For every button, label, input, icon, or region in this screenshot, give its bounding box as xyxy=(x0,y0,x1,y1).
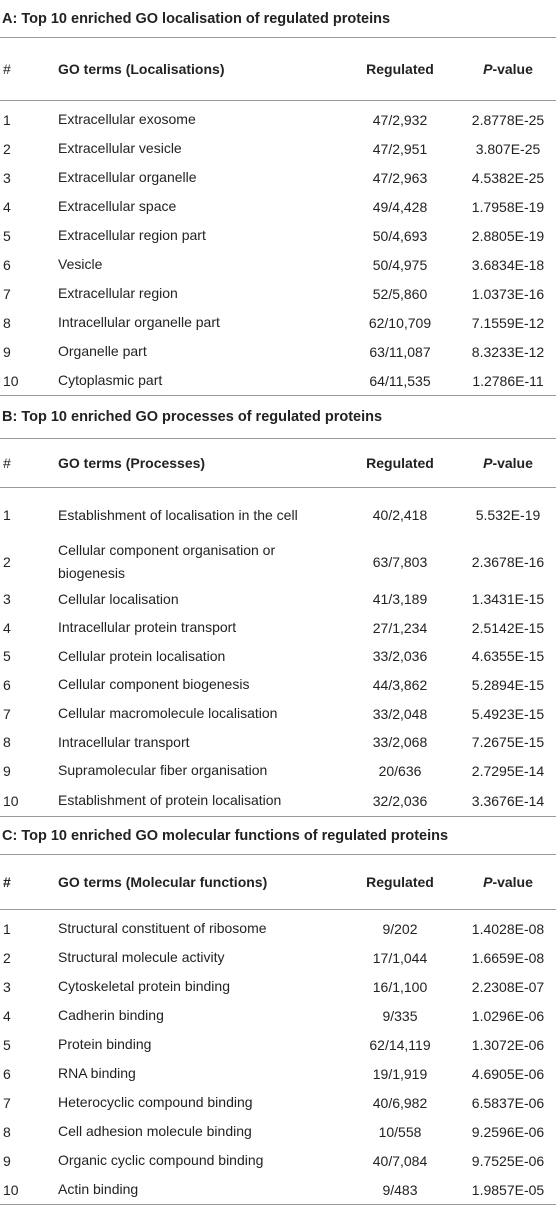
p-value: 3.807E-25 xyxy=(475,140,541,157)
section-title: B: Top 10 enriched GO processes of regulated proteins xyxy=(0,396,556,439)
p-value: 1.4028E-08 xyxy=(471,920,545,937)
table-row xyxy=(0,337,556,366)
row-number: 6 xyxy=(3,1065,11,1082)
table-row xyxy=(0,1117,556,1146)
go-term: Extracellular organelle xyxy=(58,169,197,185)
go-term: Extracellular exosome xyxy=(58,111,196,127)
table-header xyxy=(0,38,556,101)
table-row xyxy=(0,670,556,699)
go-term: Supramolecular fiber organisation xyxy=(58,762,268,778)
row-number: 2 xyxy=(3,949,11,966)
table-row xyxy=(0,279,556,308)
table-row xyxy=(0,1059,556,1088)
go-term: Extracellular region part xyxy=(58,227,206,243)
table-body xyxy=(0,101,556,396)
table-row xyxy=(0,1088,556,1117)
p-value: 4.5382E-25 xyxy=(471,169,545,186)
row-number: 10 xyxy=(3,792,19,809)
regulated-count: 64/11,535 xyxy=(369,372,431,389)
p-value: 9.7525E-06 xyxy=(471,1152,545,1169)
p-value: 5.4923E-15 xyxy=(471,705,545,722)
go-term: Cellular macromolecule localisation xyxy=(58,705,278,721)
row-number: 1 xyxy=(3,111,11,128)
p-value: 2.8778E-25 xyxy=(471,111,545,128)
p-value: 3.6834E-18 xyxy=(471,256,545,273)
go-term: Extracellular region xyxy=(58,285,178,301)
table-row xyxy=(0,221,556,250)
p-value: 1.0373E-16 xyxy=(471,285,545,302)
p-value: 9.2596E-06 xyxy=(471,1123,545,1140)
header-pvalue: P-value xyxy=(483,455,533,471)
go-term: Cellular localisation xyxy=(58,590,179,607)
regulated-count: 9/483 xyxy=(382,1181,418,1198)
row-number: 7 xyxy=(3,285,11,302)
p-value: 2.5142E-15 xyxy=(471,619,545,636)
go-term: Protein binding xyxy=(58,1036,152,1052)
table-row xyxy=(0,914,556,943)
header-term: GO terms (Molecular functions) xyxy=(58,873,268,890)
header-regulated: Regulated xyxy=(366,874,434,890)
regulated-count: 33/2,048 xyxy=(372,705,428,722)
row-number: 2 xyxy=(3,140,11,157)
p-value: 2.3678E-16 xyxy=(471,553,545,570)
regulated-count: 40/7,084 xyxy=(372,1152,428,1169)
table-row xyxy=(0,1175,556,1204)
section-title: C: Top 10 enriched GO molecular functions of regulated proteins xyxy=(0,817,556,855)
go-term: Intracellular protein transport xyxy=(58,619,237,635)
row-number: 2 xyxy=(3,553,11,570)
go-term: Cell adhesion molecule binding xyxy=(58,1123,252,1139)
table-row xyxy=(0,105,556,134)
row-number: 3 xyxy=(3,169,11,186)
regulated-count: 16/1,100 xyxy=(372,978,428,995)
row-number: 5 xyxy=(3,1036,11,1053)
p-value: 7.2675E-15 xyxy=(471,734,545,750)
p-value: 7.1559E-12 xyxy=(471,314,545,331)
row-number: 3 xyxy=(3,978,11,995)
row-number: 10 xyxy=(3,372,19,389)
p-value: 4.6905E-06 xyxy=(471,1065,545,1082)
header-regulated: Regulated xyxy=(366,61,434,77)
row-number: 4 xyxy=(3,619,11,636)
row-number: 8 xyxy=(3,1123,11,1140)
header-term: GO terms (Localisations) xyxy=(58,60,225,77)
table-row xyxy=(0,943,556,972)
go-term: Actin binding xyxy=(58,1181,139,1197)
row-number: 7 xyxy=(3,1094,11,1111)
header-num: # xyxy=(3,61,11,77)
p-value: 4.6355E-15 xyxy=(471,648,545,664)
header-regulated: Regulated xyxy=(366,455,434,471)
header-term: GO terms (Processes) xyxy=(58,454,206,471)
p-value: 1.6659E-08 xyxy=(471,949,545,966)
row-number: 10 xyxy=(3,1181,19,1198)
table-body xyxy=(0,910,556,1205)
row-number: 8 xyxy=(3,734,11,750)
table-row xyxy=(0,756,556,785)
table-header xyxy=(0,439,556,488)
table-row xyxy=(0,538,556,585)
table-row xyxy=(0,492,556,538)
row-number: 9 xyxy=(3,343,11,360)
regulated-count: 44/3,862 xyxy=(372,676,428,693)
p-value: 2.7295E-14 xyxy=(471,762,545,779)
row-number: 9 xyxy=(3,762,11,779)
regulated-count: 17/1,044 xyxy=(372,949,428,966)
header-pvalue: P-value xyxy=(483,874,533,890)
row-number: 5 xyxy=(3,648,11,664)
table-header xyxy=(0,855,556,910)
regulated-count: 47/2,963 xyxy=(372,169,428,186)
regulated-count: 40/6,982 xyxy=(372,1094,428,1111)
regulated-count: 50/4,693 xyxy=(372,227,428,244)
p-value: 1.3072E-06 xyxy=(471,1036,545,1053)
regulated-count: 62/14,119 xyxy=(369,1036,431,1053)
go-term: Structural constituent of ribosome xyxy=(58,920,267,936)
regulated-count: 32/2,036 xyxy=(372,792,428,809)
p-value: 8.3233E-12 xyxy=(471,343,545,360)
header-num: # xyxy=(3,874,11,890)
go-term: Structural molecule activity xyxy=(58,949,225,965)
row-number: 4 xyxy=(3,1007,11,1024)
go-term: Intracellular transport xyxy=(58,733,190,750)
go-term: Extracellular space xyxy=(58,198,177,214)
p-value: 1.3431E-15 xyxy=(471,591,545,607)
regulated-count: 10/558 xyxy=(378,1123,422,1140)
regulated-count: 47/2,951 xyxy=(372,140,428,157)
table-row xyxy=(0,163,556,192)
go-term: Heterocyclic compound binding xyxy=(58,1094,253,1110)
table-row xyxy=(0,366,556,395)
section-title: A: Top 10 enriched GO localisation of regulated proteins xyxy=(0,0,556,38)
regulated-count: 47/2,932 xyxy=(372,111,428,128)
regulated-count: 40/2,418 xyxy=(372,507,428,523)
go-term: Cellular component organisation or biogenesis xyxy=(58,541,276,581)
table-row xyxy=(0,585,556,613)
table-row xyxy=(0,642,556,670)
row-number: 5 xyxy=(3,227,11,244)
table-row xyxy=(0,699,556,728)
p-value: 1.0296E-06 xyxy=(471,1007,545,1024)
row-number: 7 xyxy=(3,705,11,722)
row-number: 8 xyxy=(3,314,11,331)
regulated-count: 19/1,919 xyxy=(372,1065,428,1082)
p-value: 5.532E-19 xyxy=(475,507,541,523)
row-number: 4 xyxy=(3,198,11,215)
go-term: Organic cyclic compound binding xyxy=(58,1152,264,1168)
regulated-count: 52/5,860 xyxy=(372,285,428,302)
header-num: # xyxy=(3,455,11,471)
table-row xyxy=(0,1001,556,1030)
go-term: Cytoskeletal protein binding xyxy=(58,978,230,994)
row-number: 1 xyxy=(3,920,11,937)
regulated-count: 41/3,189 xyxy=(372,591,428,607)
table-row xyxy=(0,1146,556,1175)
table-row xyxy=(0,192,556,221)
table-row xyxy=(0,972,556,1001)
go-term: Extracellular vesicle xyxy=(58,140,182,156)
section-a xyxy=(0,0,556,396)
table-row xyxy=(0,728,556,756)
go-term: Cellular protein localisation xyxy=(58,647,226,664)
p-value: 1.2786E-11 xyxy=(472,372,544,389)
regulated-count: 33/2,036 xyxy=(372,648,428,664)
table-row xyxy=(0,250,556,279)
regulated-count: 27/1,234 xyxy=(372,619,428,636)
go-term: Cadherin binding xyxy=(58,1007,164,1023)
table-row xyxy=(0,1030,556,1059)
regulated-count: 20/636 xyxy=(378,762,422,779)
table-row xyxy=(0,613,556,642)
row-number: 1 xyxy=(3,507,11,523)
p-value: 5.2894E-15 xyxy=(471,676,545,693)
regulated-count: 9/335 xyxy=(382,1007,418,1024)
section-b xyxy=(0,396,556,817)
go-term: Vesicle xyxy=(58,256,103,272)
regulated-count: 62/10,709 xyxy=(368,314,432,331)
row-number: 3 xyxy=(3,591,11,607)
header-pvalue: P-value xyxy=(483,61,533,77)
go-term: Establishment of protein localisation xyxy=(58,792,282,808)
regulated-count: 50/4,975 xyxy=(372,256,428,273)
row-number: 9 xyxy=(3,1152,11,1169)
p-value: 2.8805E-19 xyxy=(471,227,545,244)
regulated-count: 63/11,087 xyxy=(369,343,431,360)
regulated-count: 49/4,428 xyxy=(372,198,428,215)
table-row xyxy=(0,134,556,163)
go-term: Intracellular organelle part xyxy=(58,314,220,330)
go-term: Cytoplasmic part xyxy=(58,372,163,388)
p-value: 2.2308E-07 xyxy=(471,978,545,995)
p-value: 3.3676E-14 xyxy=(471,792,545,809)
go-term: RNA binding xyxy=(58,1065,136,1081)
row-number: 6 xyxy=(3,676,11,693)
p-value: 1.7958E-19 xyxy=(471,198,545,215)
section-c xyxy=(0,817,556,1205)
go-term: Establishment of localisation in the cell xyxy=(58,506,298,523)
go-term: Cellular component biogenesis xyxy=(58,676,250,692)
regulated-count: 63/7,803 xyxy=(372,553,428,570)
row-number: 6 xyxy=(3,256,11,273)
go-term: Organelle part xyxy=(58,343,147,359)
table-row xyxy=(0,785,556,816)
p-value: 6.5837E-06 xyxy=(471,1094,545,1111)
table-row xyxy=(0,308,556,337)
table-body xyxy=(0,488,556,817)
regulated-count: 9/202 xyxy=(382,920,418,937)
p-value: 1.9857E-05 xyxy=(471,1181,545,1198)
regulated-count: 33/2,068 xyxy=(372,734,428,750)
